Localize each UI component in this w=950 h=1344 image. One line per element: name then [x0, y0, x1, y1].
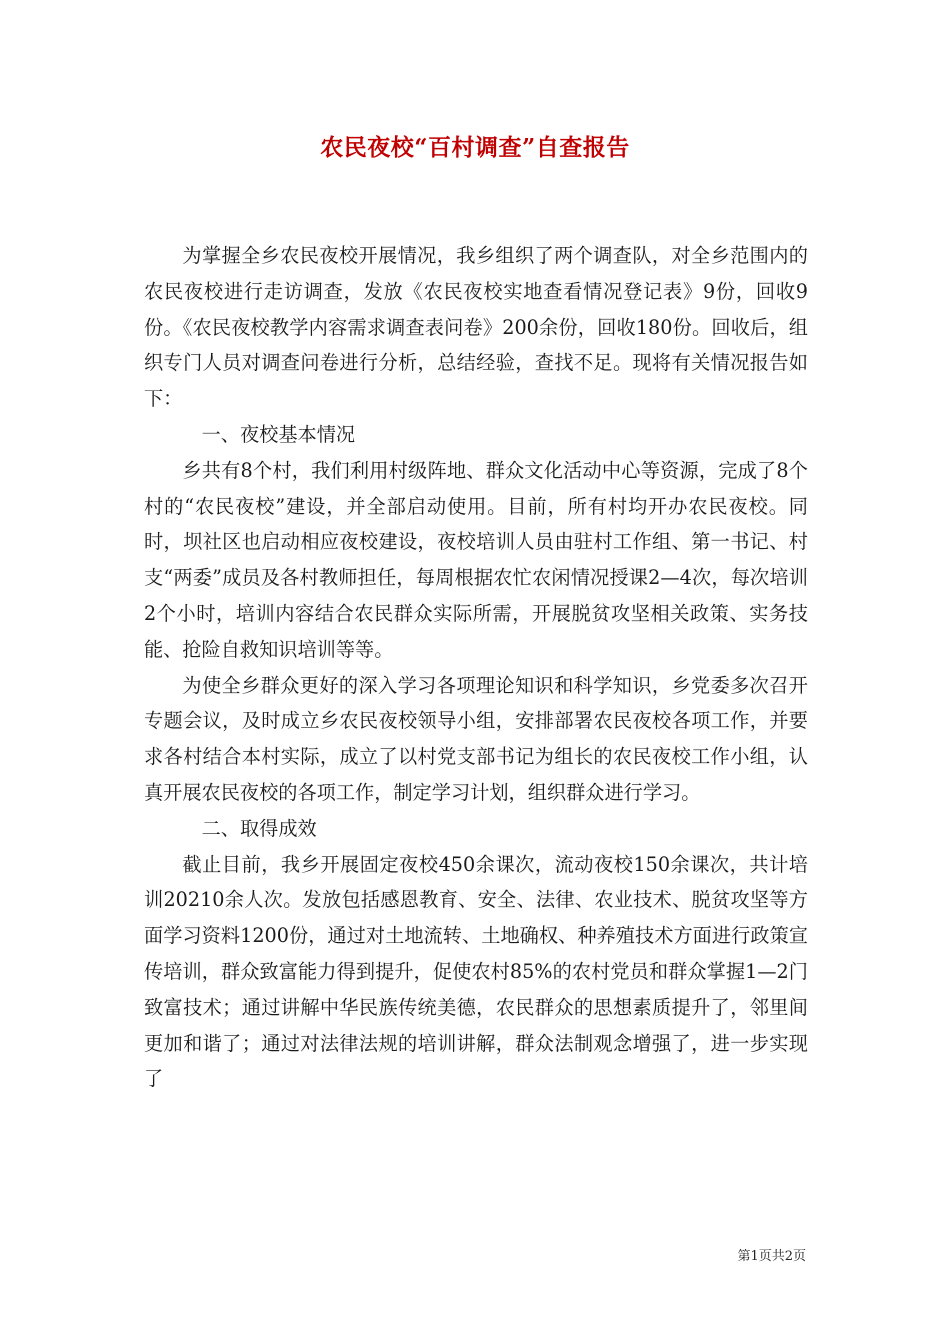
- page-title: 农民夜校“百村调查”自查报告: [320, 134, 630, 161]
- page-number: 第1页共2页: [737, 1249, 806, 1264]
- section-heading-basic-situation: 一、夜校基本情况: [201, 422, 356, 446]
- achievements-paragraph: 截止目前，我乡开展固定夜校450余课次，流动夜校150余课次，共计培训20210余人次。发放包括感恩教育、安全、法律、农业技术、脱贫攻坚等方面学习资料1200份，通过对土地流转、土地确权、种养殖技术方面进行政策宣传培训，群众致富能力得到提升，促使农村85%的农村党员和群众掌握1—2门致富技术；通过讲解中华民族传统美德，农民群众的思想素质提升了，邻里间更加和谐了；通过对法律法规的培训讲解，群众法制观念增强了，进一步实现了: [144, 852, 808, 1091]
- intro-paragraph: 为掌握全乡农民夜校开展情况，我乡组织了两个调查队，对全乡范围内的农民夜校进行走访调查，发放《农民夜校实地查看情况登记表》9份，回收9份。《农民夜校教学内容需求调查表问卷》200余份，回收180份。回收后，组织专门人员对调查问卷进行分析，总结经验，查找不足。现将有关情况报告如下：: [144, 244, 808, 411]
- basic-situation-paragraph-2: 为使全乡群众更好的深入学习各项理论知识和科学知识，乡党委多次召开专题会议，及时成立乡农民夜校领导小组，安排部署农民夜校各项工作，并要求各村结合本村实际，成立了以村党支部书记为组长的农民夜校工作小组，认真开展农民夜校的各项工作，制定学习计划，组织群众进行学习。: [144, 673, 808, 804]
- basic-situation-paragraph-1: 乡共有8个村，我们利用村级阵地、群众文化活动中心等资源，完成了8个村的“农民夜校”建设，并全部启动使用。目前，所有村均开办农民夜校。同时，坝社区也启动相应夜校建设，夜校培训人员由驻村工作组、第一书记、村支“两委”成员及各村教师担任，每周根据农忙农闲情况授课2—4次，每次培训2个小时，培训内容结合农民群众实际所需，开展脱贫攻坚相关政策、实务技能、抢险自救知识培训等等。: [144, 458, 808, 661]
- document-body: [144, 238, 808, 1097]
- section-heading-achievements: 二、取得成效: [201, 816, 317, 840]
